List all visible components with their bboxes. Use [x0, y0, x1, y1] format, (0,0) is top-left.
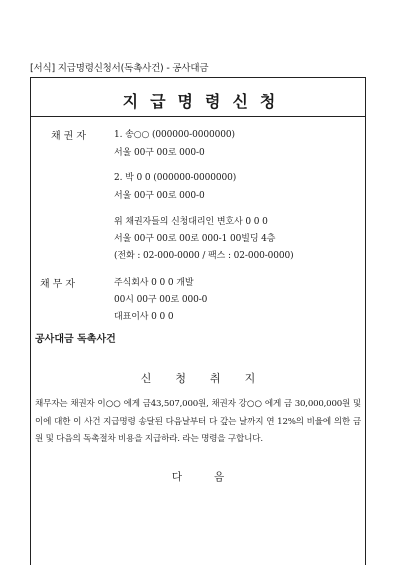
creditor-label: 채권자 — [51, 131, 89, 142]
debtor-line: 00시 00구 00로 000-0 — [114, 295, 208, 305]
purpose-title: 신청취지 — [140, 372, 280, 385]
creditor-line: (전화 : 02-000-0000 / 팩스 : 02-000-0000) — [114, 251, 294, 261]
document-title: 지급명령신청 — [122, 92, 288, 111]
title-divider — [31, 116, 365, 117]
debtor-label: 채무자 — [40, 279, 78, 290]
creditor-line: 서울 00구 00로 00로 000-1 00빌딩 4층 — [114, 234, 276, 244]
next-heading: 다음 — [171, 471, 257, 483]
purpose-body: 채무자는 채권자 이○○ 에게 금43,507,000원, 채권자 강○○ 에게 금 30,000,000원 및 이에 대한 이 사건 지급명령 송달된 다음날부터 다 갚는 날까지 연 12%의 비율에 의한 금원 및 다음의 독촉절차 비용을 지급하라. 라는 명령을 구합니다. — [35, 399, 361, 445]
debtor-line: 주식회사 0 0 0 개발 — [114, 278, 194, 288]
creditor-line: 위 채권자들의 신청대리인 변호사 0 0 0 — [114, 217, 268, 227]
creditor-line: 서울 00구 00로 000-0 — [114, 148, 205, 158]
case-name: 공사대금 독촉사건 — [35, 334, 116, 345]
form-label: [서식] 지급명령신청서(독촉사건) - 공사대금 — [30, 63, 209, 74]
creditor-line: 1. 송○○ (000000-0000000) — [114, 130, 235, 140]
debtor-line: 대표이사 0 0 0 — [114, 312, 174, 322]
document-frame — [30, 77, 366, 565]
creditor-line: 서울 00구 00로 000-0 — [114, 191, 205, 201]
creditor-line: 2. 박 0 0 (000000-0000000) — [114, 173, 237, 183]
